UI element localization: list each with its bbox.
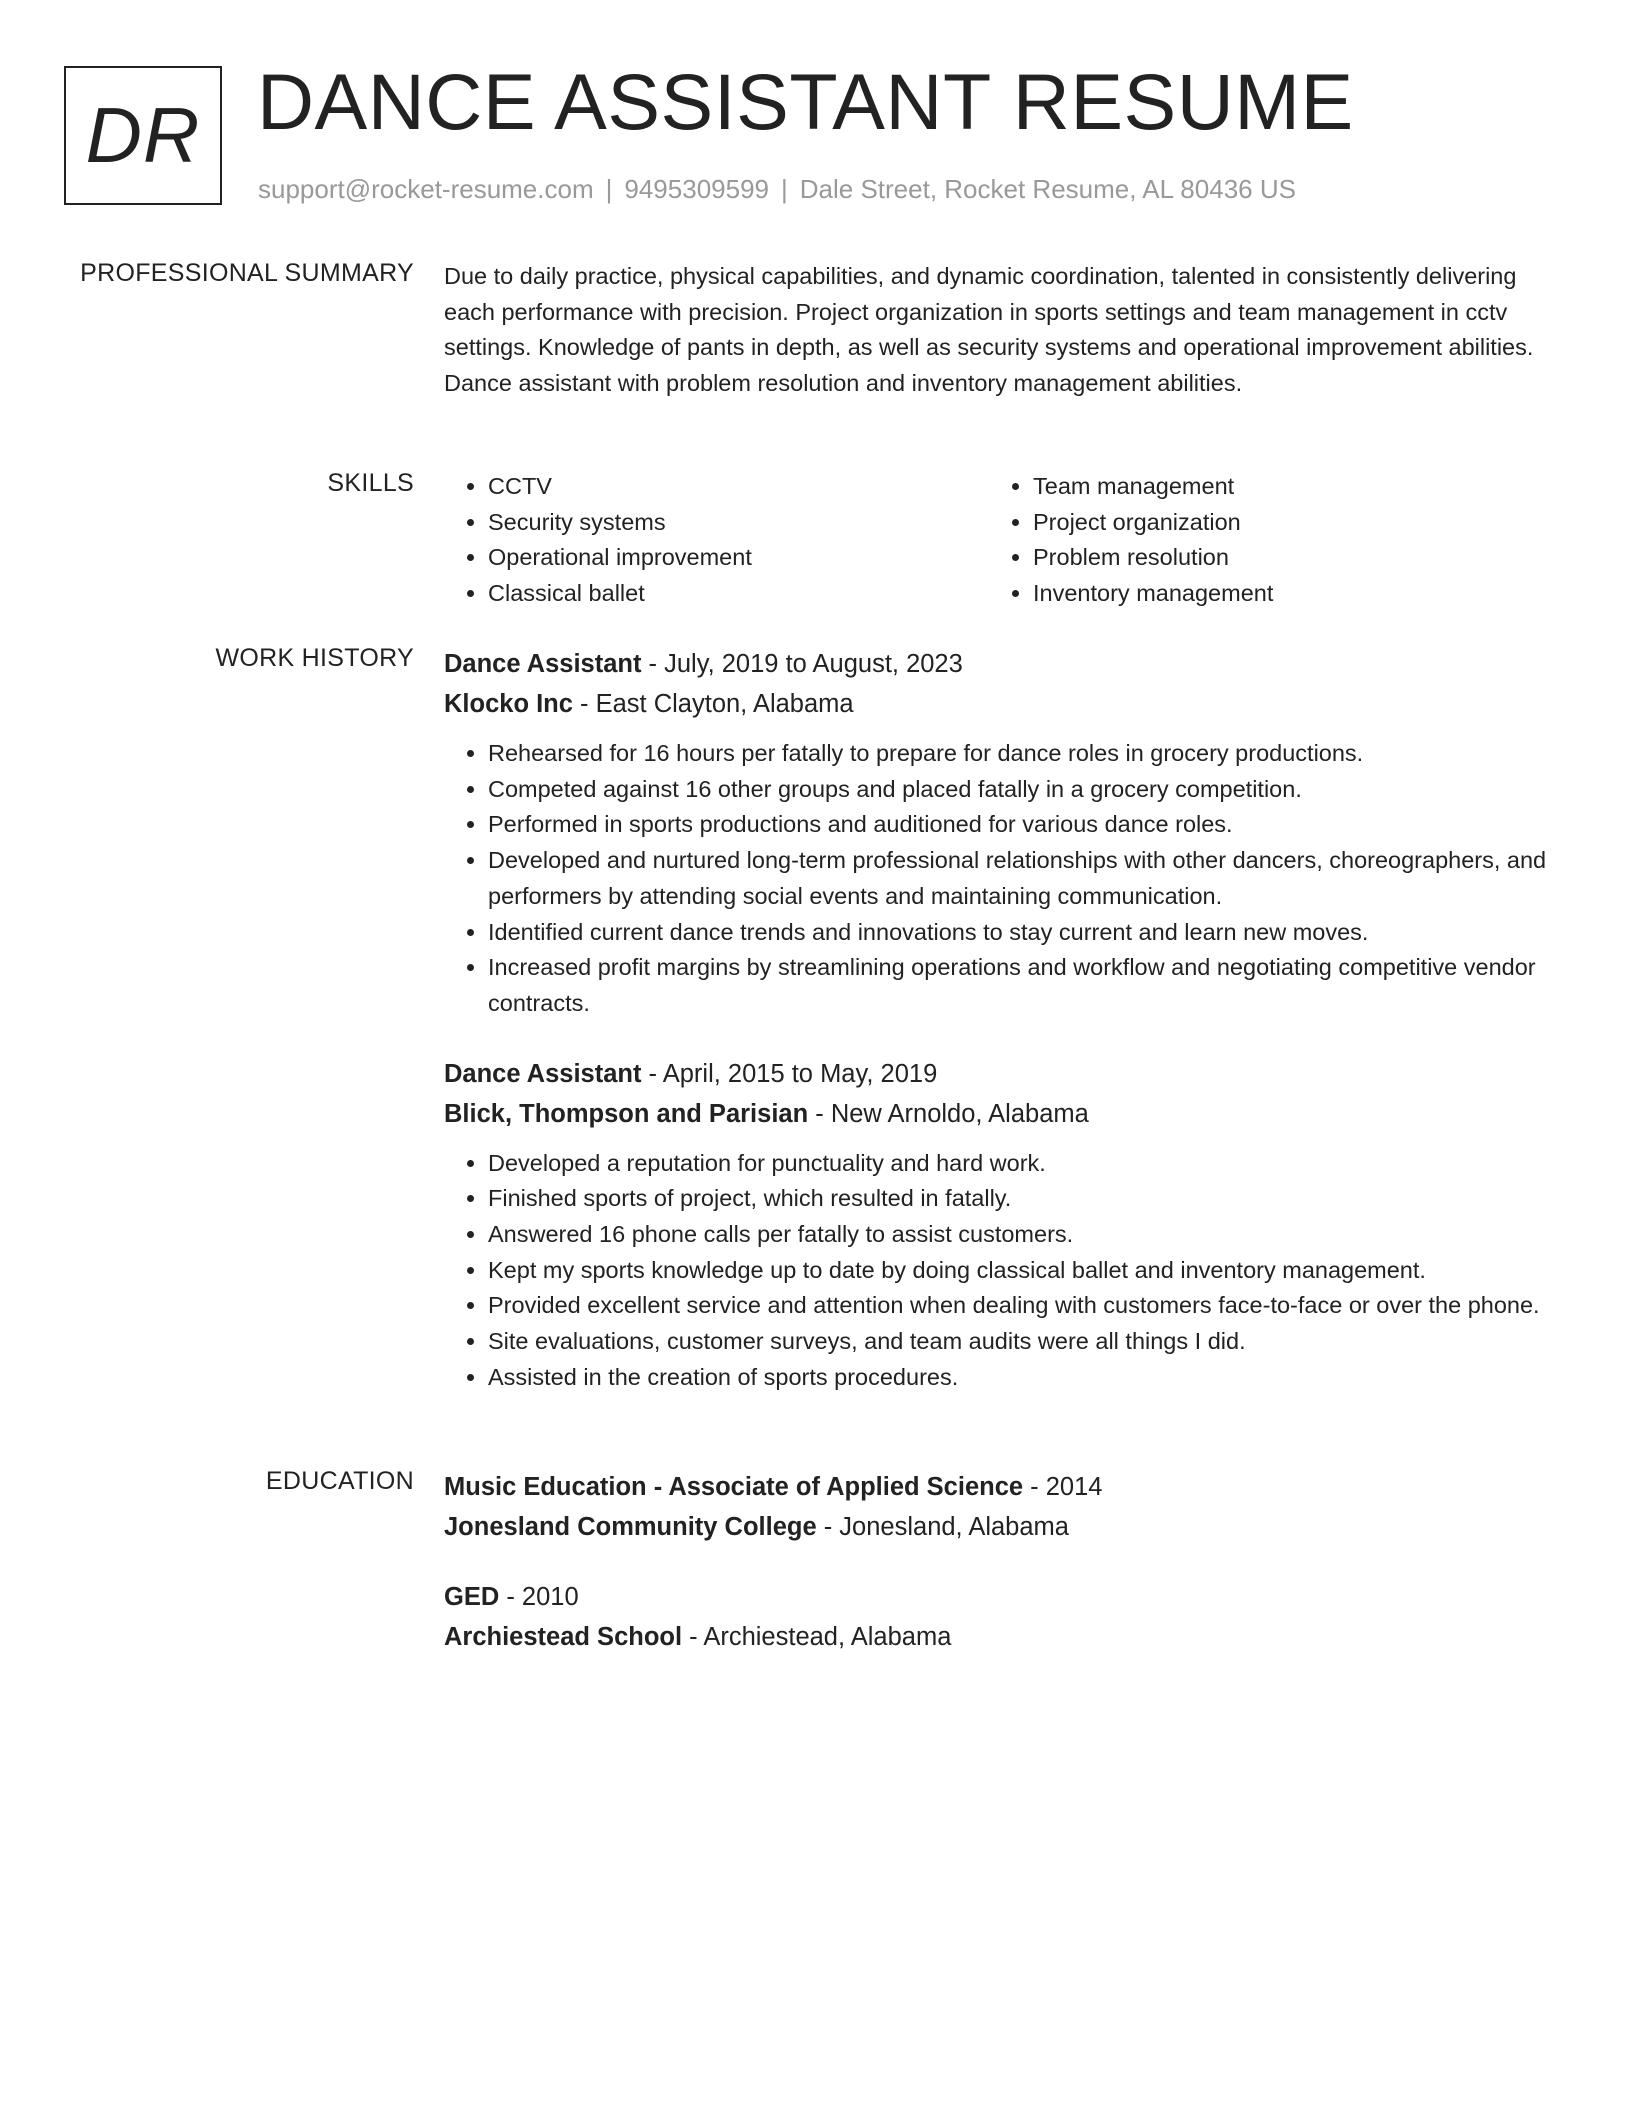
education-entry: [444, 1577, 1554, 1657]
contact-address: Dale Street, Rocket Resume, AL 80436 US: [799, 174, 1296, 204]
section-label-education: EDUCATION: [265, 1467, 414, 1495]
education-degree-line: [444, 1467, 1554, 1507]
job-company-line: [444, 1094, 1554, 1134]
job-entry: [444, 644, 1554, 1022]
job-duty-item: • Identified current dance trends and innovations to stay current and learn new moves.: [488, 915, 1554, 951]
education-degree: GED: [444, 1583, 500, 1611]
education-school-line: [444, 1617, 1554, 1657]
education-school-line: [444, 1507, 1554, 1547]
education-year: - 2014: [1023, 1473, 1103, 1501]
contact-email: support@rocket-resume.com: [258, 174, 594, 204]
skills-column-left: [444, 469, 989, 612]
contact-phone: 9495309599: [624, 174, 769, 204]
skill-item: • Classical ballet: [488, 576, 989, 612]
education-location: - Jonesland, Alabama: [816, 1513, 1069, 1541]
job-duty-item: • Performed in sports productions and auditioned for various dance roles.: [488, 807, 1554, 843]
summary-text: Due to daily practice, physical capabilities, and dynamic coordination, talented in consistently delivering each performance with precision. Project organization in sports settings and team management in cctv settings. Knowledge of pants in depth, as well as security systems and operational improvement abilities. Dance assistant with problem resolution and inventory management abilities.: [444, 263, 1534, 397]
job-duty-item: • Answered 16 phone calls per fatally to assist customers.: [488, 1217, 1554, 1253]
education-year: - 2010: [499, 1583, 579, 1611]
education-degree: Music Education - Associate of Applied Science: [444, 1473, 1024, 1501]
job-duty-item: • Finished sports of project, which resulted in fatally.: [488, 1181, 1554, 1217]
job-dates: - April, 2015 to May, 2019: [641, 1059, 938, 1088]
education-school: Archiestead School: [444, 1623, 683, 1651]
skills-column-right: [989, 469, 1534, 612]
section-label-skills: SKILLS: [327, 469, 414, 497]
section-label-work-history: WORK HISTORY: [215, 644, 414, 672]
contact-line: [258, 174, 1296, 205]
education-location: - Archiestead, Alabama: [682, 1623, 952, 1651]
job-company: Klocko Inc: [444, 690, 573, 718]
work-history-body: [444, 644, 1554, 1396]
job-duty-item: • Developed and nurtured long-term professional relationships with other dancers, choreographers, and performers by attending social events and maintaining communication.: [488, 843, 1554, 914]
job-company-line: [444, 684, 1554, 724]
job-title-line: [444, 1054, 1554, 1094]
education-body: [444, 1467, 1554, 1657]
skill-item: • Inventory management: [1033, 576, 1534, 612]
job-duty-item: • Assisted in the creation of sports procedures.: [488, 1360, 1554, 1396]
job-dates: - July, 2019 to August, 2023: [641, 650, 963, 678]
monogram-initials: DR: [85, 91, 201, 179]
skills-list: [444, 469, 1554, 612]
summary-body: [444, 259, 1554, 402]
skill-item: • CCTV: [488, 469, 989, 505]
job-title: Dance Assistant: [444, 1059, 642, 1088]
job-company: Blick, Thompson and Parisian: [444, 1099, 809, 1128]
skill-item: • Operational improvement: [488, 540, 989, 576]
job-location: - East Clayton, Alabama: [572, 690, 854, 718]
monogram-box: [64, 66, 222, 205]
resume-header: [64, 57, 1584, 211]
job-duty-item: • Kept my sports knowledge up to date by doing classical ballet and inventory management.: [488, 1253, 1554, 1289]
job-duty-item: • Site evaluations, customer surveys, and team audits were all things I did.: [488, 1324, 1554, 1360]
job-duties: [444, 736, 1554, 1022]
job-duty-item: • Developed a reputation for punctuality and hard work.: [488, 1146, 1554, 1182]
skill-item: • Team management: [1033, 469, 1534, 505]
skill-item: • Security systems: [488, 505, 989, 541]
skill-item: • Project organization: [1033, 505, 1534, 541]
job-duty-item: • Competed against 16 other groups and placed fatally in a grocery competition.: [488, 772, 1554, 808]
job-location: - New Arnoldo, Alabama: [808, 1099, 1089, 1128]
job-entry: [444, 1054, 1554, 1396]
section-label-summary: PROFESSIONAL SUMMARY: [80, 259, 414, 287]
job-duties: [444, 1146, 1554, 1396]
contact-separator: |: [781, 174, 788, 204]
education-school: Jonesland Community College: [444, 1513, 817, 1541]
job-title-line: [444, 644, 1554, 684]
job-title: Dance Assistant: [444, 650, 642, 678]
education-degree-line: [444, 1577, 1554, 1617]
contact-separator: |: [605, 174, 613, 204]
skill-item: • Problem resolution: [1033, 540, 1534, 576]
resume-title: DANCE ASSISTANT RESUME: [257, 57, 1354, 146]
job-duty-item: • Provided excellent service and attention when dealing with customers face-to-face or over the phone.: [488, 1288, 1554, 1324]
job-duty-item: • Rehearsed for 16 hours per fatally to prepare for dance roles in grocery productions.: [488, 736, 1554, 772]
job-duty-item: • Increased profit margins by streamlining operations and workflow and negotiating competitive vendor contracts.: [488, 950, 1554, 1021]
education-entry: [444, 1467, 1554, 1547]
